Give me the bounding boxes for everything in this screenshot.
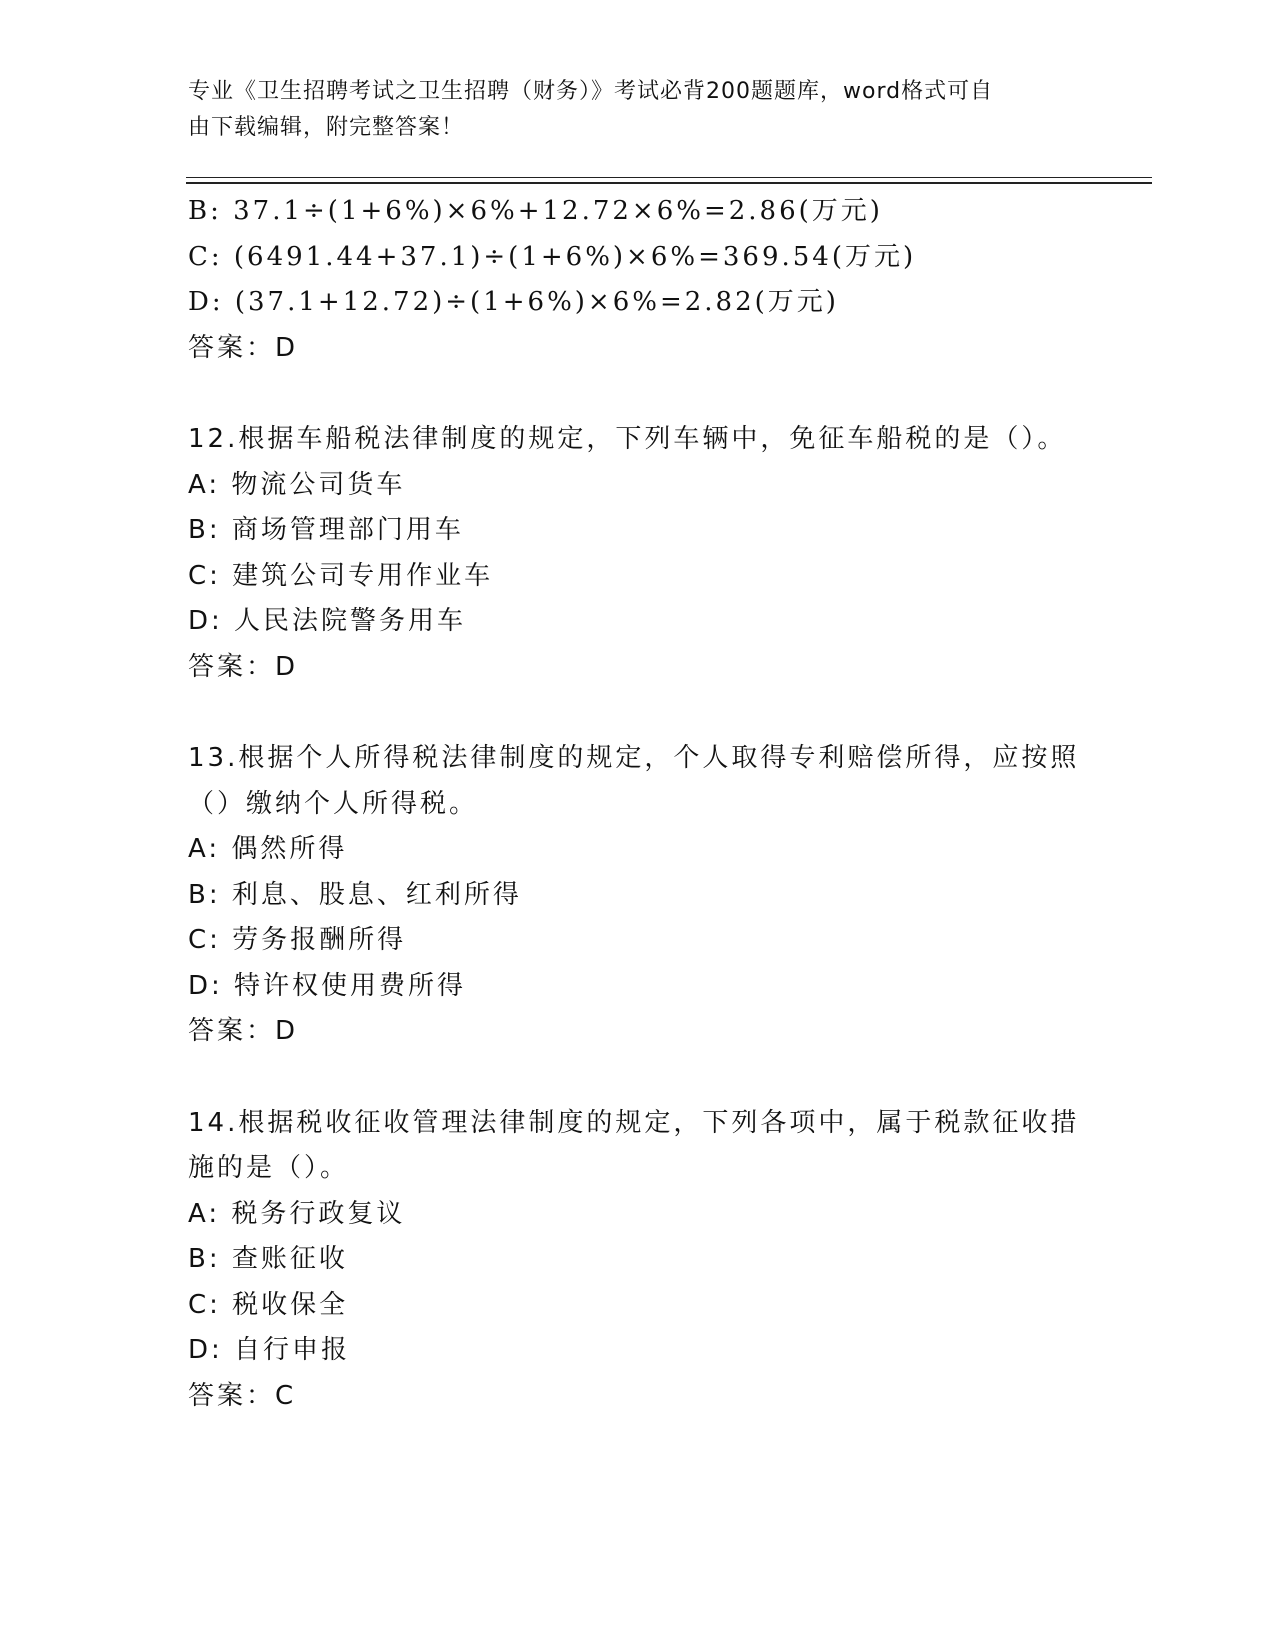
document-header xyxy=(188,74,1068,146)
header-divider-thin xyxy=(186,177,1152,178)
option-c: C: (6491.44+37.1)÷(1+6%)×6%=369.54(万元) xyxy=(188,241,917,272)
answer-text: 答案：D xyxy=(188,651,299,682)
question-14 xyxy=(188,1101,1088,1420)
question-text-line-2: 施的是（）。 xyxy=(188,1153,350,1183)
header-divider-thick xyxy=(186,182,1152,184)
option-d: D: 特许权使用费所得 xyxy=(188,970,467,1001)
option-a: A: 物流公司货车 xyxy=(188,469,406,500)
option-b: B: 利息、股息、红利所得 xyxy=(188,879,522,910)
option-c: C: 劳务报酬所得 xyxy=(188,925,407,955)
spacer xyxy=(188,371,1088,417)
header-line-1: 专业《卫生招聘考试之卫生招聘（财务）》考试必背200题题库，word格式可自 xyxy=(188,79,994,104)
header-line-2: 由下载编辑，附完整答案！ xyxy=(188,115,465,140)
option-b: B: 商场管理部门用车 xyxy=(188,515,464,545)
option-a: A: 偶然所得 xyxy=(188,834,348,864)
question-text: 12.根据车船税法律制度的规定，下列车辆中，免征车船税的是（）。 xyxy=(188,424,1067,454)
question-list xyxy=(188,189,1088,1419)
option-c: C: 建筑公司专用作业车 xyxy=(188,560,494,591)
question-12 xyxy=(188,417,1088,690)
spacer xyxy=(188,1055,1088,1101)
question-text-line-1: 14.根据税收征收管理法律制度的规定，下列各项中，属于税款征收措 xyxy=(188,1107,1080,1138)
answer-text: 答案：D xyxy=(188,332,299,363)
option-d: D: 人民法院警务用车 xyxy=(188,606,467,636)
option-d: D: (37.1+12.72)÷(1+6%)×6%=2.82(万元) xyxy=(188,287,839,317)
carryover-question xyxy=(188,189,1088,371)
option-b: B: 查账征收 xyxy=(188,1244,348,1274)
answer-text: 答案：C xyxy=(188,1380,297,1411)
answer-text: 答案：D xyxy=(188,1016,299,1046)
question-text-line-1: 13.根据个人所得税法律制度的规定，个人取得专利赔偿所得，应按照 xyxy=(188,743,1080,773)
option-a: A: 税务行政复议 xyxy=(188,1198,406,1229)
spacer xyxy=(188,690,1088,736)
question-text-line-2: （）缴纳个人所得税。 xyxy=(188,788,479,819)
option-b: B: 37.1÷(1+6%)×6%+12.72×6%=2.86(万元) xyxy=(188,196,883,226)
question-13 xyxy=(188,736,1088,1055)
option-d: D: 自行申报 xyxy=(188,1335,351,1365)
option-c: C: 税收保全 xyxy=(188,1289,349,1320)
